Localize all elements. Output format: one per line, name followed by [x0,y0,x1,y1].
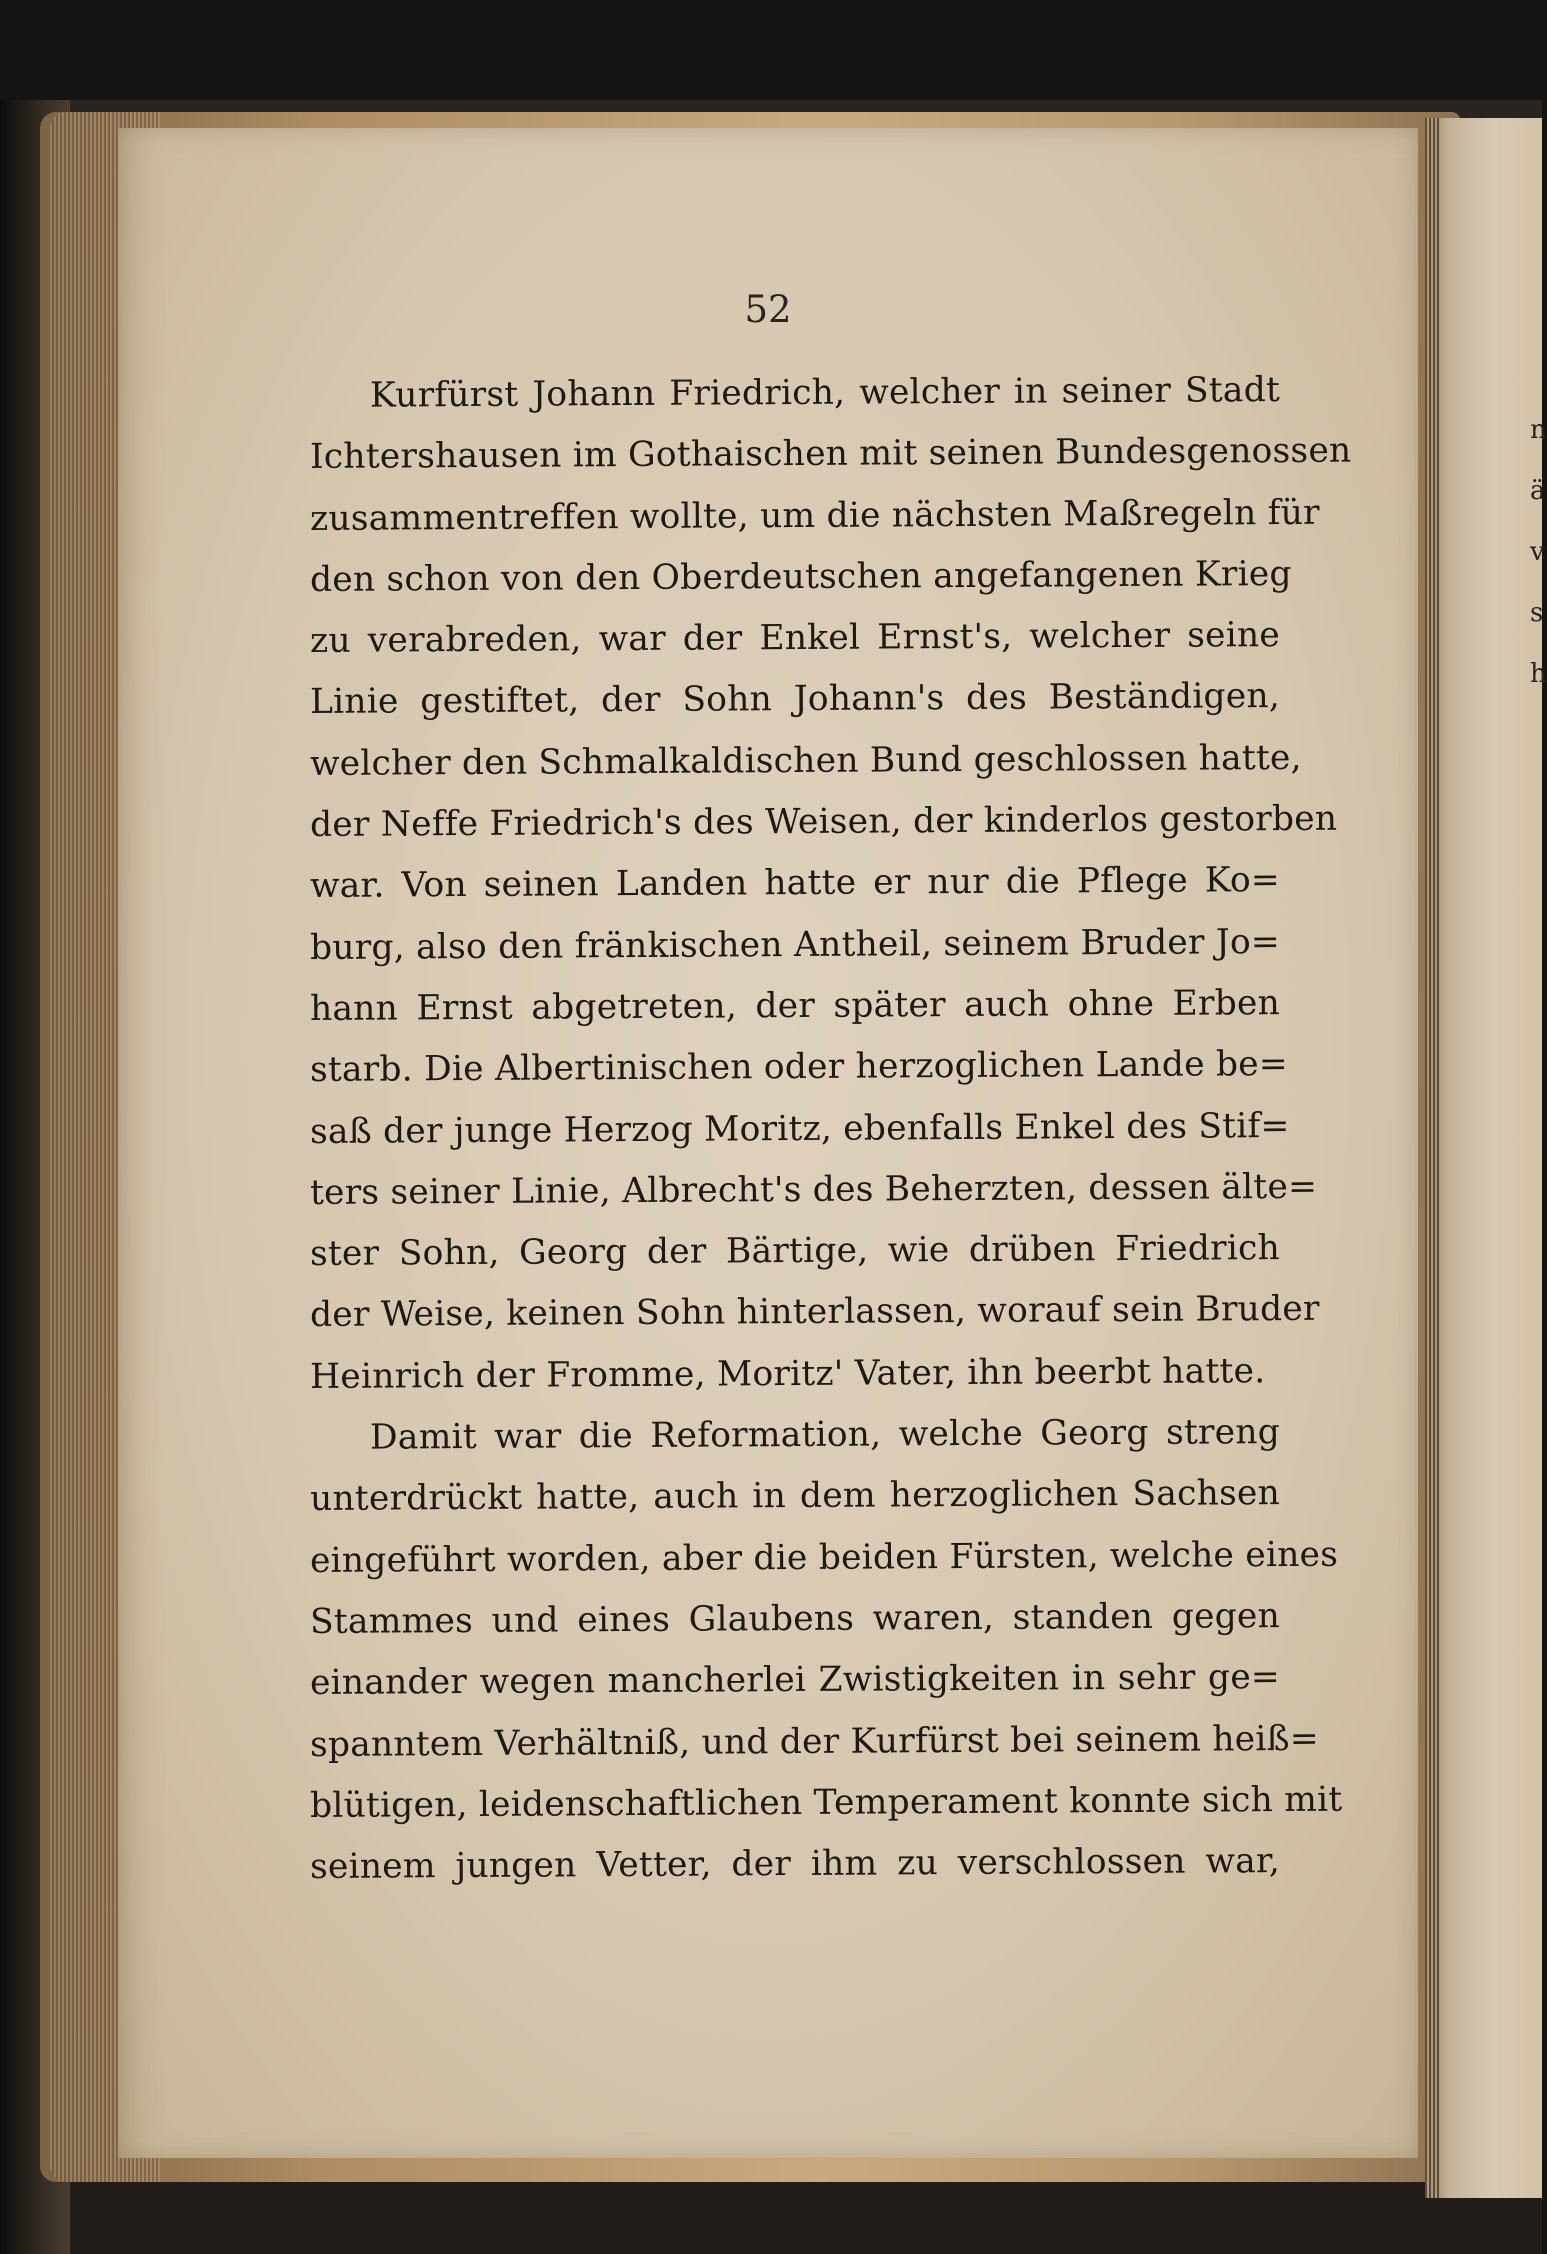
text-line: blütigen, leidenschaftlichen Temperament konnte sich mit [309,1779,1343,1826]
facing-page-edge [1425,118,1547,2198]
text-line: Linie gestiftet, der Sohn Johann's des Beständigen, [309,676,1281,723]
text-line: einander wegen mancherlei Zwistigkeiten in sehr ge= [309,1657,1281,1704]
text-line: der Neffe Friedrich's des Weisen, der kinderlos gestorben [309,798,1338,846]
text-line: hann Ernst abgetreten, der später auch ohne Erben [309,983,1281,1029]
text-line: zusammentreffen wollte, um die nächsten Maßregeln für [309,492,1320,539]
text-line: burg, also den fränkischen Antheil, seinem Bruder Jo= [309,921,1281,968]
facing-glyph: h [1530,659,1547,689]
text-line: unterdrückt hatte, auch in dem herzoglichen Sachsen [309,1473,1281,1520]
facing-page-glyphs [1530,400,1547,705]
text-line: eingeführt worden, aber die beiden Fürsten, welche eines [309,1534,1339,1581]
text-line: spanntem Verhältniß, und der Kurfürst bei seinem heiß= [309,1718,1320,1765]
facing-glyph: n [1530,415,1547,445]
text-line: saß der junge Herzog Moritz, ebenfalls Enkel des Stif= [309,1105,1290,1152]
text-line: Kurfürst Johann Friedrich, welcher in seiner Stadt [369,370,1281,416]
facing-glyph: ä [1530,476,1546,506]
text-line: starb. Die Albertinischen oder herzoglichen Lande be= [309,1044,1289,1091]
text-line: welcher den Schmalkaldischen Bund geschlossen hatte, [309,737,1302,784]
text-line: zu verabreden, war der Enkel Ernst's, welcher seine [309,615,1281,662]
text-line: der Weise, keinen Sohn hinterlassen, worauf sein Bruder [309,1289,1320,1336]
text-line: Ichtershausen im Gothaischen mit seinen Bundesgenossen [309,430,1352,478]
text-line: seinem jungen Vetter, der ihm zu verschlossen war, [309,1841,1281,1888]
facing-glyph: v [1530,537,1545,567]
text-line: Stammes und eines Glaubens waren, standen gegen [309,1596,1281,1642]
text-line: war. Von seinen Landen hatte er nur die Pflege Ko= [309,860,1281,907]
page-number: 52 [744,288,792,331]
text-line: Damit war die Reformation, welche Georg streng [369,1412,1281,1458]
text-line: Heinrich der Fromme, Moritz' Vater, ihn beerbt hatte. [309,1350,1266,1397]
facing-glyph: s [1530,598,1544,628]
text-line: ters seiner Linie, Albrecht's des Beherzten, dessen älte= [309,1166,1318,1213]
text-line: ster Sohn, Georg der Bärtige, wie drüben Friedrich [309,1228,1281,1275]
text-line: den schon von den Oberdeutschen angefangenen Krieg [309,553,1292,600]
page-text [309,366,1352,1898]
